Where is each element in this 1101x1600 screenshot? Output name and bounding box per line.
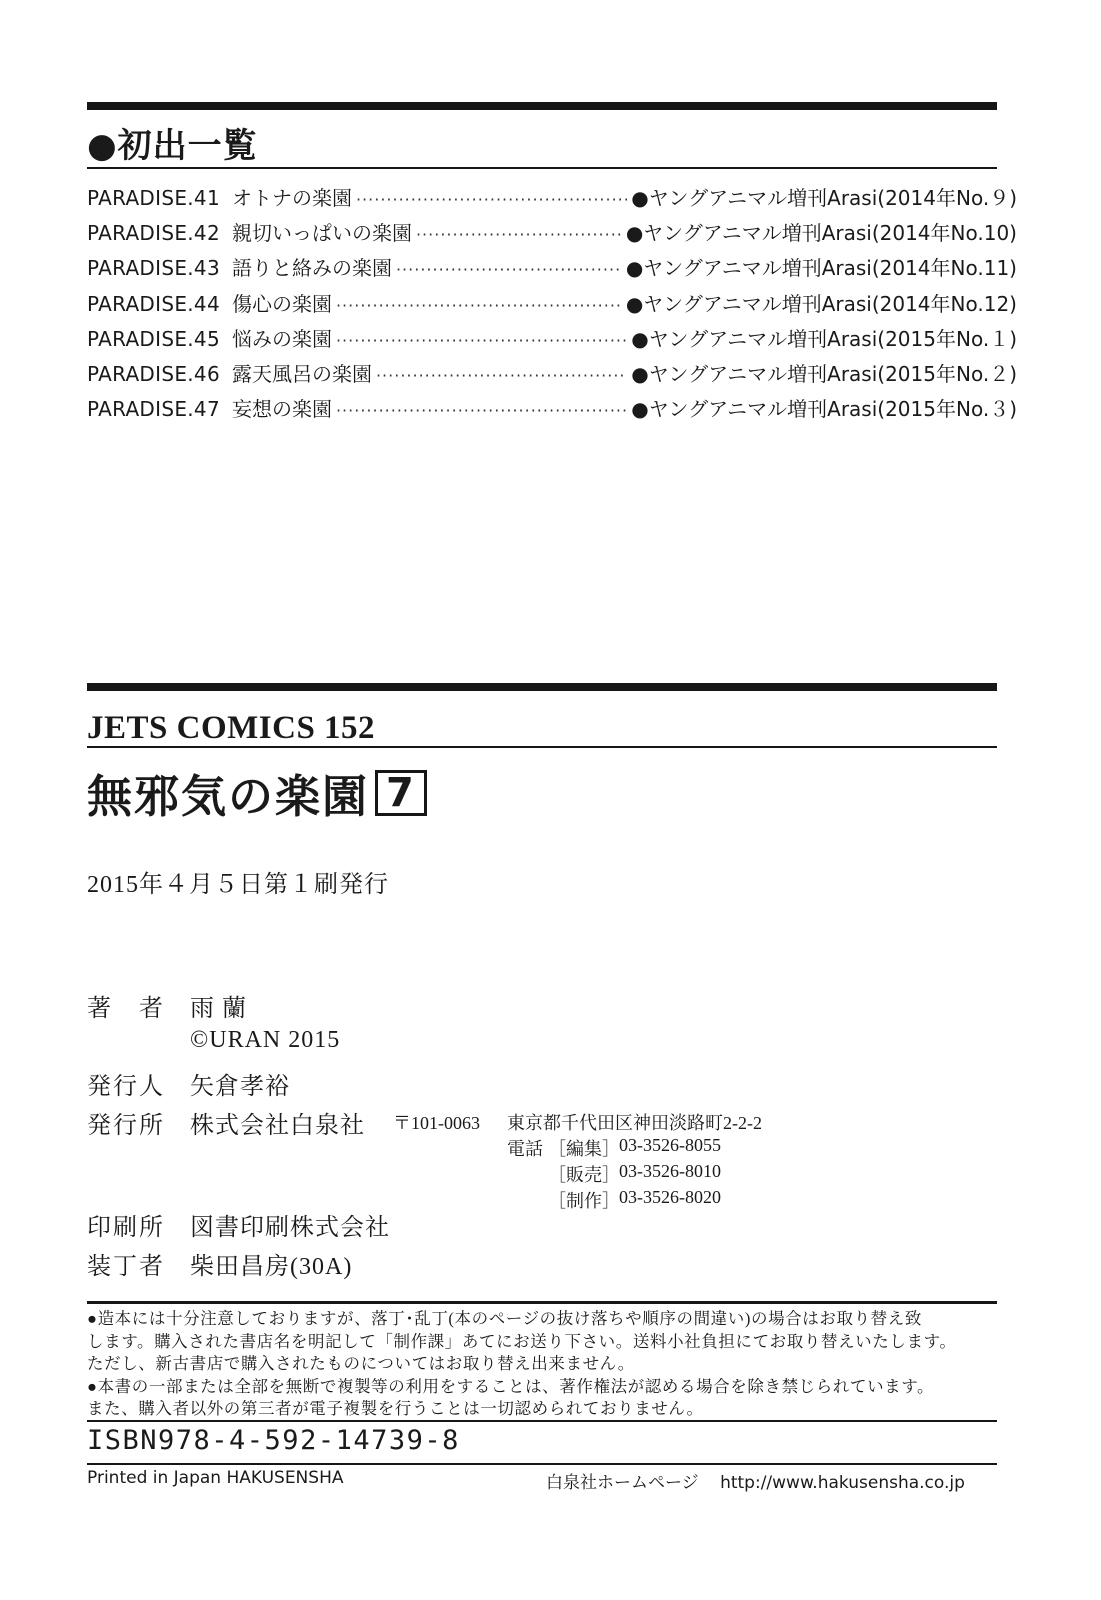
publication: ●ヤングアニマル増刊Arasi(2015年No.１) [631, 326, 1017, 351]
first-appearance-heading: ●初出一覧 [87, 126, 258, 166]
episode-title: 妄想の楽園 [231, 397, 332, 422]
episode-title: 語りと絡みの楽園 [231, 256, 392, 281]
homepage-label: 白泉社ホームページ [546, 1473, 699, 1493]
publication: ●ヤングアニマル増刊Arasi(2014年No.９) [631, 186, 1017, 210]
episode-number: PARADISE.46 [87, 361, 220, 386]
phone-dept: ［編集］ [548, 1139, 620, 1159]
phone-number: 03-3526-8010 [619, 1161, 721, 1181]
series-underline [87, 746, 997, 748]
top-thick-rule [87, 102, 997, 110]
publication: ●ヤングアニマル増刊Arasi(2014年No.10) [625, 221, 1017, 246]
list-item [87, 182, 1017, 217]
address: 東京都千代田区神田淡路町2-2-2 [507, 1113, 762, 1133]
notice-line: ただし、新古書店で購入されたものについてはお取り替え出来ません。 [87, 1354, 635, 1373]
isbn: ISBN978-4-592-14739-8 [87, 1425, 460, 1456]
leader-dots [336, 401, 627, 420]
notice-line: ●本書の一部または全部を無断で複製等の利用をすることは、著作権法が認める場合を除き禁じられています。 [87, 1376, 935, 1396]
homepage-url[interactable]: http://www.hakusensha.co.jp [720, 1473, 965, 1493]
publisher-person: 矢倉孝裕 [190, 1074, 290, 1100]
episode-number: PARADISE.47 [87, 397, 220, 422]
notice-text [87, 1308, 1017, 1421]
notice-line: ●造本には十分注意しておりますが、落丁･乱丁(本のページの抜け落ちや順序の間違い)の場合はお取り替え致 [87, 1309, 922, 1328]
episode-number: PARADISE.45 [87, 326, 220, 351]
copyright: ©URAN 2015 [190, 1027, 341, 1053]
designer-name: 柴田昌房(30A) [190, 1254, 353, 1280]
episode-title: 傷心の楽園 [231, 291, 332, 316]
publication-date: 2015年４月５日第１刷発行 [87, 872, 389, 898]
printer-label: 印刷所 [87, 1215, 165, 1241]
phone-dept: ［制作］ [548, 1191, 620, 1211]
phone-dept: ［販売］ [548, 1165, 620, 1185]
episode-number: PARADISE.42 [87, 221, 220, 246]
homepage [546, 1468, 965, 1493]
leader-dots [416, 225, 622, 244]
episode-title: 露天風呂の楽園 [231, 361, 372, 386]
publisher-name: 株式会社白泉社 [190, 1113, 365, 1139]
list-item [87, 323, 1017, 358]
phone-number: 03-3526-8020 [619, 1187, 721, 1207]
publication: ●ヤングアニマル増刊Arasi(2015年No.２) [631, 361, 1017, 386]
episode-title: 親切いっぱいの楽園 [231, 221, 412, 246]
notice-line: します。購入された書店名を明記して「制作課」あてにお送り下さい。送料小社負担にてお取り替えいたします。 [87, 1331, 957, 1351]
first-appearance-list [87, 182, 1017, 428]
printer-name: 図書印刷株式会社 [190, 1215, 390, 1241]
episode-number: PARADISE.41 [87, 186, 220, 210]
publication: ●ヤングアニマル増刊Arasi(2014年No.11) [625, 256, 1017, 281]
book-title-text: 無邪気の楽園 [87, 770, 370, 823]
colophon-thick-rule [87, 683, 997, 691]
episode-number: PARADISE.44 [87, 291, 220, 316]
phone-label: 電話 [507, 1139, 543, 1159]
notice-line: また、購入者以外の第三者が電子複製を行うことは一切認められておりません。 [87, 1399, 704, 1418]
leader-dots [356, 190, 627, 209]
notice-bottom-rule [87, 1420, 997, 1422]
leader-dots [336, 296, 622, 315]
list-item [87, 217, 1017, 252]
phone-number: 03-3526-8055 [619, 1135, 721, 1155]
leader-dots [376, 366, 627, 385]
book-title [87, 760, 427, 825]
designer-label: 装丁者 [87, 1254, 165, 1280]
heading-underline [87, 167, 997, 169]
list-item [87, 288, 1017, 323]
volume-box: 7 [375, 770, 427, 816]
author-label: 著 者 [87, 996, 165, 1022]
list-item [87, 252, 1017, 287]
episode-number: PARADISE.43 [87, 256, 220, 281]
episode-title: オトナの楽園 [231, 186, 352, 210]
publisher-person-label: 発行人 [87, 1074, 165, 1100]
publication: ●ヤングアニマル増刊Arasi(2014年No.12) [625, 291, 1017, 316]
list-item [87, 393, 1017, 428]
isbn-rule [87, 1463, 997, 1465]
list-item [87, 358, 1017, 393]
leader-dots [336, 331, 627, 350]
printed-in-japan: Printed in Japan HAKUSENSHA [87, 1468, 344, 1488]
notice-top-rule [87, 1301, 997, 1304]
series-name: JETS COMICS 152 [87, 710, 376, 746]
postal-code: 〒101-0063 [393, 1113, 480, 1133]
author-name: 雨 蘭 [190, 996, 247, 1022]
publication: ●ヤングアニマル増刊Arasi(2015年No.３) [631, 397, 1017, 422]
publisher-label: 発行所 [87, 1113, 165, 1139]
episode-title: 悩みの楽園 [231, 326, 332, 351]
leader-dots [396, 260, 622, 279]
